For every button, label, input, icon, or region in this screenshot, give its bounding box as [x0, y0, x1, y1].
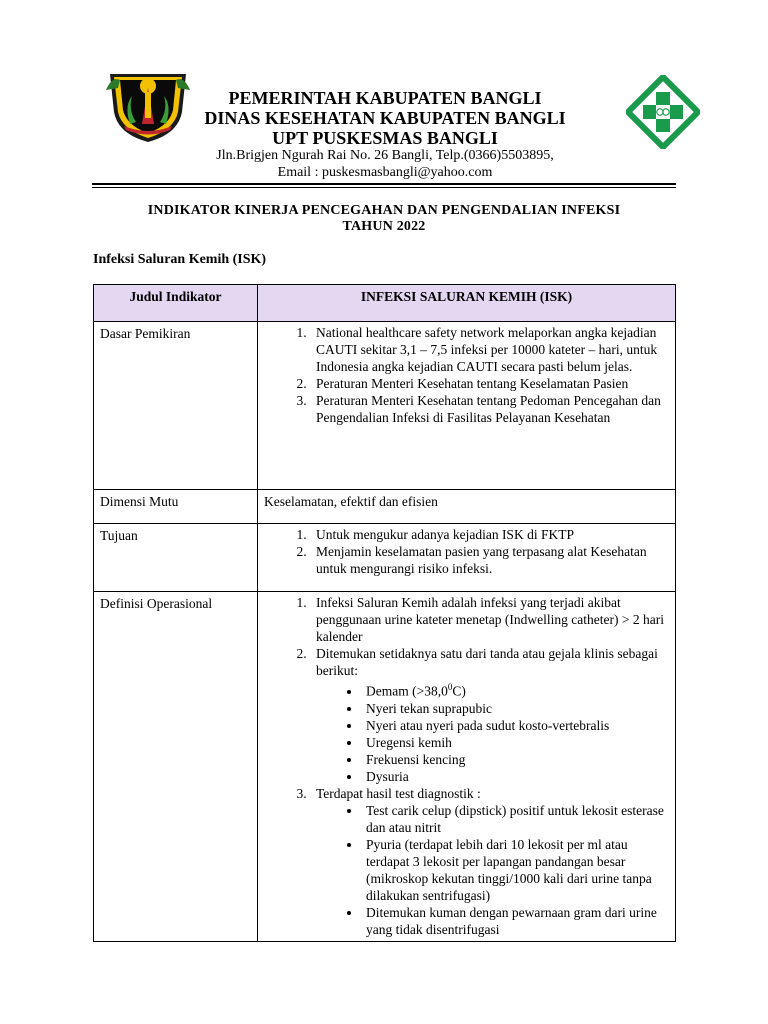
list-item: 3. Peraturan Menteri Kesehatan tentang Pedoman Pencegahan dan Pengendalian Infeksi di Fasilitas Pelayanan Kesehatan — [310, 392, 669, 426]
row-label: Tujuan — [100, 528, 138, 543]
section-title: Infeksi Saluran Kemih (ISK) — [93, 252, 267, 267]
bullet-item: • Nyeri tekan suprapubic — [362, 700, 669, 717]
bangli-regency-emblem — [106, 66, 190, 144]
header-rule-thin — [92, 187, 676, 188]
bullet-item: • Nyeri atau nyeri pada sudut kosto-vertebralis — [362, 717, 669, 734]
list-item: 1. Infeksi Saluran Kemih adalah infeksi yang terjadi akibat penggunaan urine kateter menetap (Indwelling catheter) > 2 hari kalender — [310, 594, 669, 645]
table-header-row — [94, 285, 676, 322]
bullet-item: • Demam $(>38,0^0C)$ — [362, 679, 669, 700]
row-dasar-pemikiran — [94, 322, 676, 490]
symptom-list — [316, 679, 669, 785]
header-government: PEMERINTAH KABUPATEN BANGLI — [228, 88, 542, 108]
definisi-list — [264, 594, 669, 938]
list-item: 2. Menjamin keselamatan pasien yang terpasang alat Kesehatan untuk mengurangi risiko infeksi. — [310, 543, 669, 577]
row-label: Dasar Pemikiran — [100, 326, 191, 341]
header-cell-label: Judul Indikator — [94, 285, 258, 322]
dasar-list — [264, 324, 669, 426]
row-label: Dimensi Mutu — [100, 494, 179, 509]
puskesmas-logo — [626, 75, 700, 149]
bullet-item: • Uregensi kemih — [362, 734, 669, 751]
list-item-text: Ditemukan setidaknya satu dari tanda atau gejala klinis sebagai berikut: — [316, 646, 658, 678]
document-year: TAHUN 2022 — [342, 219, 426, 234]
header-agency: DINAS KESEHATAN KABUPATEN BANGLI — [204, 108, 566, 128]
header-cell-value: INFEKSI SALURAN KEMIH (ISK) — [258, 285, 676, 322]
bullet-item: • Ditemukan kuman dengan pewarnaan gram dari urine yang tidak disentrifugasi — [362, 904, 669, 938]
header-unit: UPT PUSKESMAS BANGLI — [272, 128, 498, 148]
document-title: INDIKATOR KINERJA PENCEGAHAN DAN PENGENDALIAN INFEKSI — [147, 203, 621, 218]
bullet-item: • Dysuria — [362, 768, 669, 785]
bullet-item: • Test carik celup (dipstick) positif untuk lekosit esterase dan atau nitrit — [362, 802, 669, 836]
tujuan-list — [264, 526, 669, 577]
row-tujuan — [94, 524, 676, 592]
row-value: Keselamatan, efektif dan efisien — [264, 494, 438, 509]
header-email: Email : puskesmasbangli@yahoo.com — [277, 165, 493, 180]
list-item: 2. Peraturan Menteri Kesehatan tentang Keselamatan Pasien — [310, 375, 669, 392]
list-item: 1. Untuk mengukur adanya kejadian ISK di FKTP — [310, 526, 669, 543]
list-item-text: Terdapat hasil test diagnostik : — [316, 785, 481, 801]
list-item: 1. National healthcare safety network melaporkan angka kejadian CAUTI sekitar 3,1 – 7,5 infeksi per 10000 kateter – hari, untuk Indonesia angka kejadian CAUTI secara pasti belum jelas. — [310, 324, 669, 375]
row-label: Definisi Operasional — [100, 596, 213, 611]
bullet-item: • Pyuria (terdapat lebih dari 10 lekosit per ml atau terdapat 3 lekosit per lapangan pandangan besar (mikroskop kekutan tinggi/1000 kali dari urine tanpa dilakukan sentrifugasi) — [362, 836, 669, 904]
indicator-table — [93, 284, 676, 942]
header-address: Jln.Brigjen Ngurah Rai No. 26 Bangli, Telp.(0366)5503895, — [216, 148, 554, 163]
bullet-item: • Frekuensi kencing — [362, 751, 669, 768]
list-item — [310, 645, 669, 785]
row-definisi-operasional — [94, 592, 676, 942]
list-item — [310, 785, 669, 938]
test-list — [316, 802, 669, 938]
header-rule — [92, 183, 676, 185]
row-dimensi-mutu — [94, 490, 676, 524]
